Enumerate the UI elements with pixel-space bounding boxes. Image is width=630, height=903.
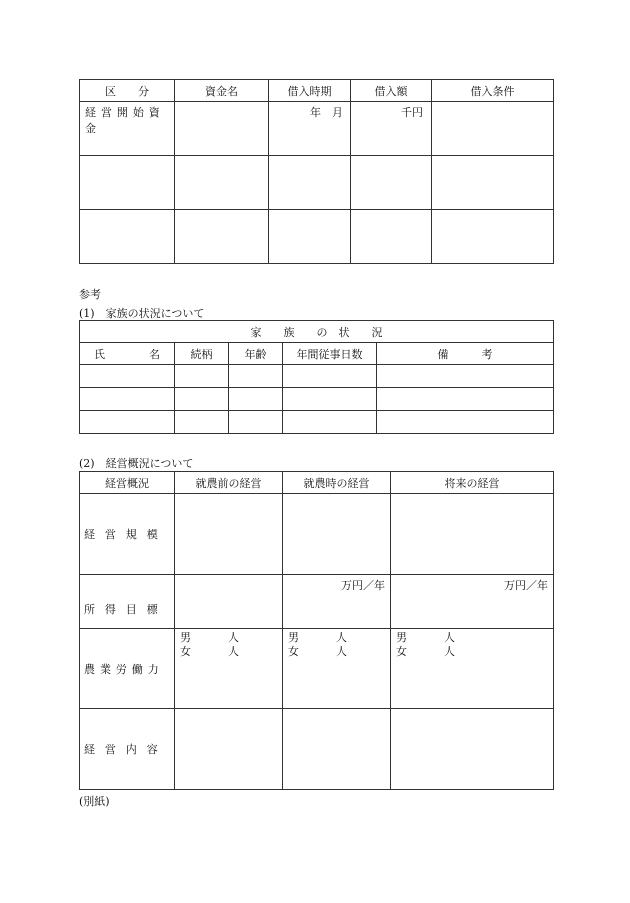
cell (432, 102, 554, 156)
family-table (79, 320, 554, 434)
female-label: 女 (396, 645, 407, 658)
cell (175, 210, 269, 264)
header-before-farming: 就農前の経営 (175, 472, 283, 494)
header-name: 氏 名 (80, 343, 175, 365)
cell (80, 388, 175, 411)
cell (229, 388, 283, 411)
cell (283, 709, 391, 790)
income-unit-future: 万円／年 (391, 575, 554, 629)
header-borrow-period: 借入時期 (269, 80, 351, 102)
male-label: 男 (288, 631, 299, 644)
period-unit: 年 月 (269, 102, 351, 156)
row-label-startup-fund: 経営開始資金 (80, 102, 175, 156)
cell (175, 575, 283, 629)
income-unit-at: 万円／年 (283, 575, 391, 629)
cell (283, 411, 377, 434)
reference-label: 参考 (79, 288, 101, 301)
cell (175, 156, 269, 210)
cell (377, 411, 554, 434)
amount-unit: 千円 (351, 102, 432, 156)
header-borrow-amount: 借入額 (351, 80, 432, 102)
header-age: 年齢 (229, 343, 283, 365)
cell (283, 365, 377, 388)
cell (175, 411, 229, 434)
labor-future (391, 629, 554, 709)
row-label-income: 所得目標 (80, 575, 175, 629)
female-label: 女 (180, 645, 191, 658)
labor-at (283, 629, 391, 709)
person-unit: 人 (444, 645, 455, 658)
cell (229, 411, 283, 434)
cell (80, 210, 175, 264)
cell (175, 102, 269, 156)
management-table (79, 471, 554, 790)
cell (175, 365, 229, 388)
person-unit: 人 (228, 645, 239, 658)
section-family-title: (1) 家族の状況について (79, 307, 205, 320)
cell (391, 494, 554, 575)
cell (80, 156, 175, 210)
footer-attachment-label: (別紙) (79, 795, 110, 808)
header-future: 将来の経営 (391, 472, 554, 494)
cell (283, 494, 391, 575)
funding-table (79, 79, 554, 264)
male-label: 男 (396, 631, 407, 644)
person-unit: 人 (336, 645, 347, 658)
female-label: 女 (288, 645, 299, 658)
cell (377, 365, 554, 388)
cell (351, 156, 432, 210)
cell (269, 156, 351, 210)
cell (175, 709, 283, 790)
header-management-overview: 経営概況 (80, 472, 175, 494)
person-unit: 人 (444, 631, 455, 644)
header-fund-name: 資金名 (175, 80, 269, 102)
person-unit: 人 (336, 631, 347, 644)
cell (175, 494, 283, 575)
cell (80, 411, 175, 434)
cell (432, 156, 554, 210)
person-unit: 人 (228, 631, 239, 644)
cell (283, 388, 377, 411)
cell (229, 365, 283, 388)
cell (377, 388, 554, 411)
cell (351, 210, 432, 264)
header-borrow-conditions: 借入条件 (432, 80, 554, 102)
row-label-scale: 経営規模 (80, 494, 175, 575)
row-label-content: 経営内容 (80, 709, 175, 790)
cell (432, 210, 554, 264)
header-at-farming: 就農時の経営 (283, 472, 391, 494)
header-annual-work-days: 年間従事日数 (283, 343, 377, 365)
cell (80, 365, 175, 388)
male-label: 男 (180, 631, 191, 644)
row-label-labor: 農業労働力 (80, 629, 175, 709)
header-category: 区 分 (80, 80, 175, 102)
labor-before (175, 629, 283, 709)
section-management-title: (2) 経営概況について (79, 457, 194, 470)
header-remarks: 備 考 (377, 343, 554, 365)
cell (391, 709, 554, 790)
cell (175, 388, 229, 411)
header-relationship: 続柄 (175, 343, 229, 365)
cell (269, 210, 351, 264)
family-status-title: 家 族 の 状 況 (80, 321, 554, 343)
